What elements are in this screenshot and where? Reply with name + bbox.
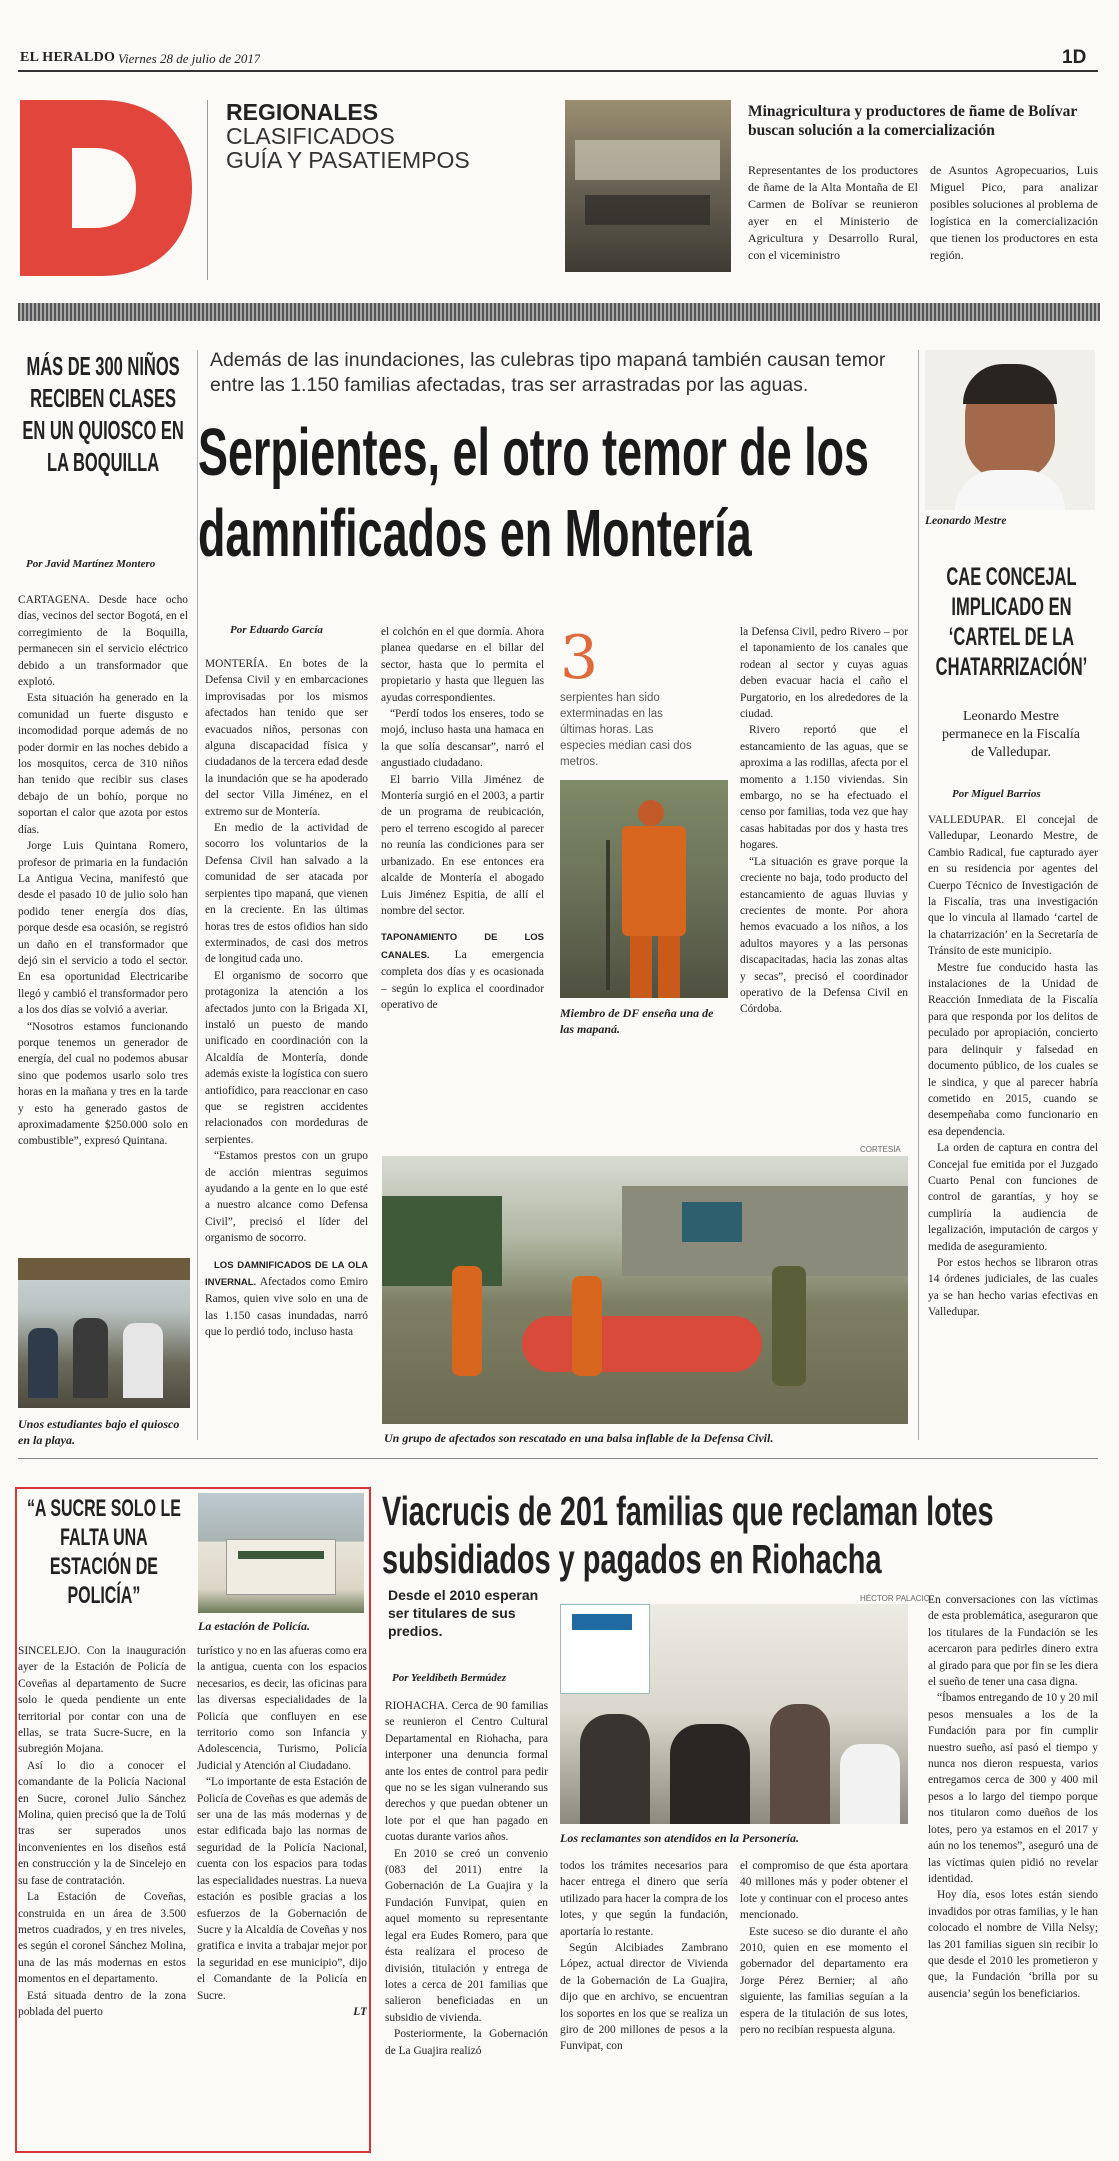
left-story-caption: Unos estudiantes bajo el quiosco en la playa. <box>18 1417 180 1447</box>
right-story-byline: Por Miguel Barrios <box>952 788 1041 800</box>
teaser-photo <box>565 100 731 272</box>
personeria-photo-caption: Los reclamantes son atendidos en la Personería. <box>560 1831 800 1845</box>
main-story-headline[interactable]: Serpientes, el otro temor de los damnificados en Montería <box>198 415 870 571</box>
rioh-photo-credit: HÉCTOR PALACIO <box>860 1594 930 1603</box>
rioh-col-4: En conversaciones con las víctimas de esta problemática, aseguraron que los titulares de la Fundación se les acercaron para pedirles dinero extra al girado para que por fin se les diera el sueño de tener una casa digna. “Íbamos entregando de 10 y 20 mil pesos mensuales a los de la Fundación para por fin cumplir nuestro sueño, así pasó el tiempo y nunca nos dieron respuesta, varios entregamos cerca de 300 y 400 mil pesos a lo largo del tiempo porque nos titularon como dueños de los lotes, pero ya estamos en el 2017 y aún no los tenemos”, aseguró una de las víctimas quien pidió no revelar identidad. Hoy día, esos lotes están siendo invadidos por otras familias, y le han colocado el nombre de Villa Nelsy; las 201 familias siguen sin recibir lo que desde el 2010 les prometieron y que, la Fundación ‘brilla por su ausencia’ según los beneficiarios. <box>928 1594 1098 2000</box>
main-story-col-2: el colchón en el que dormía. Ahora planea quedarse en el billar del sector, hasta que lo permita el propietario y hasta que lleguen las ayudas correspondientes. “Perdí todos los enseres, todo se mojó, incluso hasta una hamaca en la que solía descansar”, narró el angustiado ciudadano. El barrio Villa Jiménez de Montería surgió en el 2003, a partir de un programa de reubicación, pero el terreno escogido al parecer no reunía las condiciones para ser urbanizado. En ese entonces era alcalde de Montería el abogado Luis Jiménez Espitia, de allí el nombre del sector. TAPONAMIENTO DE LOS CANALES. La emergencia completa dos días y es ocasionada – según lo explica el coordinador operativo de <box>381 626 544 1011</box>
col-rule-right <box>918 350 919 1440</box>
left-story-headline[interactable]: MÁS DE 300 NIÑOS RECIBEN CLASES EN UN QUIOSCO EN LA BOQUILLA <box>22 351 184 477</box>
rioh-story-headline[interactable]: Viacrucis de 201 familias que reclaman lotes subsidiados y pagados en Riohacha <box>382 1488 994 1582</box>
section-guia[interactable]: GUÍA Y PASATIEMPOS <box>226 147 470 172</box>
sucre-col-2: turístico y no en las afueras como era la antigua, cuenta con los espacios necesarios, es decir, las oficinas para las diversas especialidades de la Policía que confluyen en ese territorio como son Infancia y Adolescencia, Turismo, Policía Judicial y Atención al Ciudadano. “Lo importante de esta Estación de Policía de Coveñas es que además de ser una de las más modernas y de estar edificada bajo las normas de seguridad de la Policía Nacional, cuenta con los espacios para todas las especialidades nuestras. La nueva estación es posible gracias a los esfuerzos de la Gobernación de Sucre y la Alcaldía de Coveñas y nos gratifica e invita a trabajar mejor por la seguridad en ese municipio”, dijo el Comandante de la Policía en Sucre. LT <box>197 1645 367 2018</box>
section-regionales[interactable]: REGIONALES <box>226 100 379 125</box>
section-list <box>226 100 536 172</box>
left-story-byline: Por Javid Martínez Montero <box>26 558 156 570</box>
main-story-byline: Por Eduardo García <box>230 624 323 636</box>
masthead-paper: EL HERALDO <box>20 50 116 65</box>
section-letter-block <box>20 100 192 276</box>
sucre-story-headline[interactable]: “A SUCRE SOLO LE FALTA UNA ESTACIÓN DE POLICÍA” <box>26 1495 181 1609</box>
main-story-col-1: MONTERÍA. En botes de la Defensa Civil y en embarcaciones improvisadas por los mismos afectados han tenido que ser evacuados niños, personas con alguna discapacidad física y ciudadanos de la tercera edad desde la inundación que se ha apoderado del sector Villa Jiménez, en el extremo sur de Montería. En medio de la actividad de socorro los voluntarios de la Defensa Civil han salvado a la comunidad de ser atacada por serpientes tipo mapaná, que vienen en la creciente. En las últimas horas tres de estos ofidios han sido exterminados, de casi dos metros de longitud cada uno. El organismo de socorro que protagoniza la atención a los afectados junto con la Brigada XI, instaló un puesto de mando unificado en coordinación con la Alcaldía de Montería, donde además existe la logística con suero antiofídico, para reaccionar en caso que se registren accidentes relacionados con mordeduras de serpientes. “Estamos prestos con un grupo de acción mientras seguimos ayudando a la gente en lo que esté a nuestro alcance como Defensa Civil”, precisó el líder del organismo de socorro. LOS DAMNIFICADOS DE LA OLA INVERNAL. Afectados como Emiro Ramos, quien vive solo en una de las 1.150 casas inundadas, narró que lo perdió todo, incluso hasta <box>205 658 368 1339</box>
teaser-title[interactable]: Minagricultura y productores de ñame de Bolívar buscan solución a la comercialización <box>748 103 1077 139</box>
snake-photo <box>560 780 728 998</box>
police-station-caption: La estación de Policía. <box>198 1619 310 1633</box>
sucre-signoff: LT <box>353 2005 367 2018</box>
right-story-body: VALLEDUPAR. El concejal de Valledupar, Leonardo Mestre, de Cambio Radical, fue capturado ayer en su residencia por agentes del Cuerpo Técnico de Investigación de la Fiscalía, tras una investigación que lo vincula al llamado ‘cartel de la chatarrización’ en la Secretaría de Tránsito de este municipio. Mestre fue conducido hasta las instalaciones de la Unidad de Reacción Inmediata de la Fiscalía para que responda por los delitos de peculado por apropiación, concierto para delinquir y falsedad en documento público, de los cuales se le sindica, y que al parecer habría cometido en 2015, cuando se desempeñaba como funcionario en esa dependencia. La orden de captura en contra del Concejal fue emitida por el Juzgado Cuarto Penal con funciones de control de garantías, y hoy se cumpliría la audiencia de legalización, imputación de cargos y medida de aseguramiento. Por estos hechos se libraron otras 14 órdenes judiciales, de las cuales ya se han hecho varias efectivas en Valledupar. <box>928 814 1098 1319</box>
section-letter-shape <box>20 100 192 276</box>
rioh-col-3: el compromiso de que ésta aportara 40 millones más y poder obtener el lote y continuar con el proceso antes mencionado. Este suceso se dio durante el año 2010, quien en ese momento el gobernador del departamento era Jorge Pérez Bernier; al año siguiente, las familias seguían a la espera de la titulación de sus lotes, pero no recibían respuesta alguna. <box>740 1860 908 2037</box>
left-story-body: CARTAGENA. Desde hace ocho días, vecinos del sector Bogotá, en el corregimiento de la Boquilla, permanecen sin el servicio eléctrico debido a un transformador que explotó. Esta situación ha generado en la comunidad un fuerte disgusto e incomodidad porque además de no poder dormir en las noches debido a los mosquitos, cerca de 310 niños han tenido que recibir sus clases debajo de un bohío, porque no soportan el calor que azota por estos días. Jorge Luis Quintana Romero, profesor de primaria en la fundación La Antigua Vecina, manifestó que desde el pasado 10 de julio solo han podido tener energía dos días, porque desde esa ocasión, se registró un daño en el transformador que dejó sin el servicio a todo el sector. En esa oportunidad Electricaribe llegó y cambió el transformador pero a los dos días se volvió a averiar. “Nosotros estamos funcionando porque tenemos un generador de energía, del cual no podemos abusar sino que podemos usarlo solo tres horas en la mañana y tres en la tarde y esto ha generado gastos de aproximadamente $250.000 solo en combustible”, expresó Quintana. <box>18 594 188 1148</box>
rioh-col-2: todos los trámites necesarios para hacer entrega el dinero que sería utilizado para hacer la compra de los lotes, y que según la fundación, aportaría lo restante. Según Alcibiades Zambrano López, actual director de Vivienda de la Gobernación de La Guajira, dijo que en archivo, se encuentran los soportes en los que se realiza un giro de 200 millones de pesos a la Funvipat, con <box>560 1860 728 2053</box>
section-divider <box>207 100 208 280</box>
masthead-date: Viernes 28 de julio de 2017 <box>118 51 261 66</box>
right-story-headline[interactable]: CAE CONCEJAL IMPLICADO EN ‘CARTEL DE LA CHATARRIZACIÓN’ <box>935 563 1088 681</box>
lower-divider <box>18 1458 1098 1459</box>
masthead-rule <box>18 70 1098 72</box>
sucre-col-1: SINCELEJO. Con la inauguración ayer de la Estación de Policía de Coveñas al departamento de Sucre solo le queda pendiente un ente territorial por contar con una de ellas, se trata Sucre-Sucre, en la subregión Mojana. Así lo dio a conocer el comandante de la Policía Nacional en Sucre, coronel Julio Sánchez Molina, quien precisó que la de Tolú tras ser superados unos inconvenientes en los diseños está en construcción y la de Sincelejo en su fase de contratación. La Estación de Coveñas, construida en un área de 3.500 metros cuadrados, y en tres niveles, es según el coronel Sánchez Molina, una de las más modernas en estos momentos en el departamento. Está situada dentro de la zona poblada del puerto <box>18 1645 186 2018</box>
mestre-photo <box>925 350 1095 510</box>
teaser-col-2: de Asuntos Agropecuarios, Luis Miguel Pico, para analizar posibles soluciones al problema de logística en la comercialización que tienen los productores en esta región. <box>930 163 1098 262</box>
left-story-photo <box>18 1258 190 1408</box>
rescue-photo-caption: Un grupo de afectados son rescatado en una balsa inflable de la Defensa Civil. <box>384 1431 774 1445</box>
personeria-photo <box>560 1604 908 1824</box>
teaser-col-1: Representantes de los productores de ñame de la Alta Montaña de El Carmen de Bolívar se reunieron ayer en el Ministerio de Agricultura y Desarrollo Rural, con el viceministro <box>748 163 918 262</box>
masthead-page: 1D <box>1062 47 1087 68</box>
rioh-story-deck: Desde el 2010 esperan ser titulares de sus predios. <box>388 1587 539 1639</box>
mestre-photo-caption: Leonardo Mestre <box>925 515 1007 527</box>
stat-number: 3 <box>560 628 599 688</box>
police-station-photo <box>198 1493 364 1613</box>
hatch-band <box>18 303 1100 321</box>
main-story-col-4: la Defensa Civil, pedro Rivero – por el taponamiento de los canales que rodean al sector y cuyas aguas deben evacuar hacia el caño el Purgatorio, en los alrededores de la ciudad. Rivero reportó que el estancamiento de las aguas, que se aproxima a las rodillas, afecta por el momento a 1.150 viviendas. Sin embargo, no se ha efectuado el censo por familias, toda vez que hay casas habitadas por dos y hasta tres hogares. “La situación es grave porque la creciente no baja, todo producto del estancamiento de aguas lluvias y crecientes de monte. Por ahora hemos evacuado a los niños, a los adultos mayores y a las personas discapacitadas, hacia las zonas altas y secas”, precisó el coordinador operativo de la Defensa Civil en Córdoba. <box>740 626 908 1016</box>
main-story-deck: Además de las inundaciones, las culebras tipo mapaná también causan temor entre las 1.150 familias afectadas, tras ser arrastradas por las aguas. <box>210 349 886 396</box>
stat-text: serpientes han sido exterminadas en las últimas horas. Las especies median casi dos metros. <box>560 692 692 768</box>
rioh-story-byline: Por Yeeldibeth Bermúdez <box>392 1672 507 1684</box>
rioh-col-1: RIOHACHA. Cerca de 90 familias se reunieron el Centro Cultural Departamental en Riohacha, para interponer una denuncia formal ante los entes de control para pedir que no se les sigan vulnerando sus derechos y que puedan obtener un lote por el que han pagado en cuotas durante varios años. En 2010 se creó un convenio (083 del 2011) entre la Gobernación de La Guajira y la Fundación Funvipat, quien en aquel momento su representante legal era Eudes Romero, para que ésta realizara el proceso de división, titulación y entrega de lotes a cerca de 201 familias que salieron beneficiadas en un subsidio de vivienda. Posteriormente, la Gobernación de La Guajira realizó <box>385 1700 548 2057</box>
snake-photo-caption: Miembro de DF enseña una de las mapaná. <box>560 1006 714 1036</box>
section-clasificados[interactable]: CLASIFICADOS <box>226 123 395 149</box>
right-story-deck: Leonardo Mestre permanece en la Fiscalía de Valledupar. <box>942 709 1080 760</box>
rescue-photo <box>382 1156 908 1424</box>
big-photo-credit: CORTESÍA <box>860 1145 901 1154</box>
